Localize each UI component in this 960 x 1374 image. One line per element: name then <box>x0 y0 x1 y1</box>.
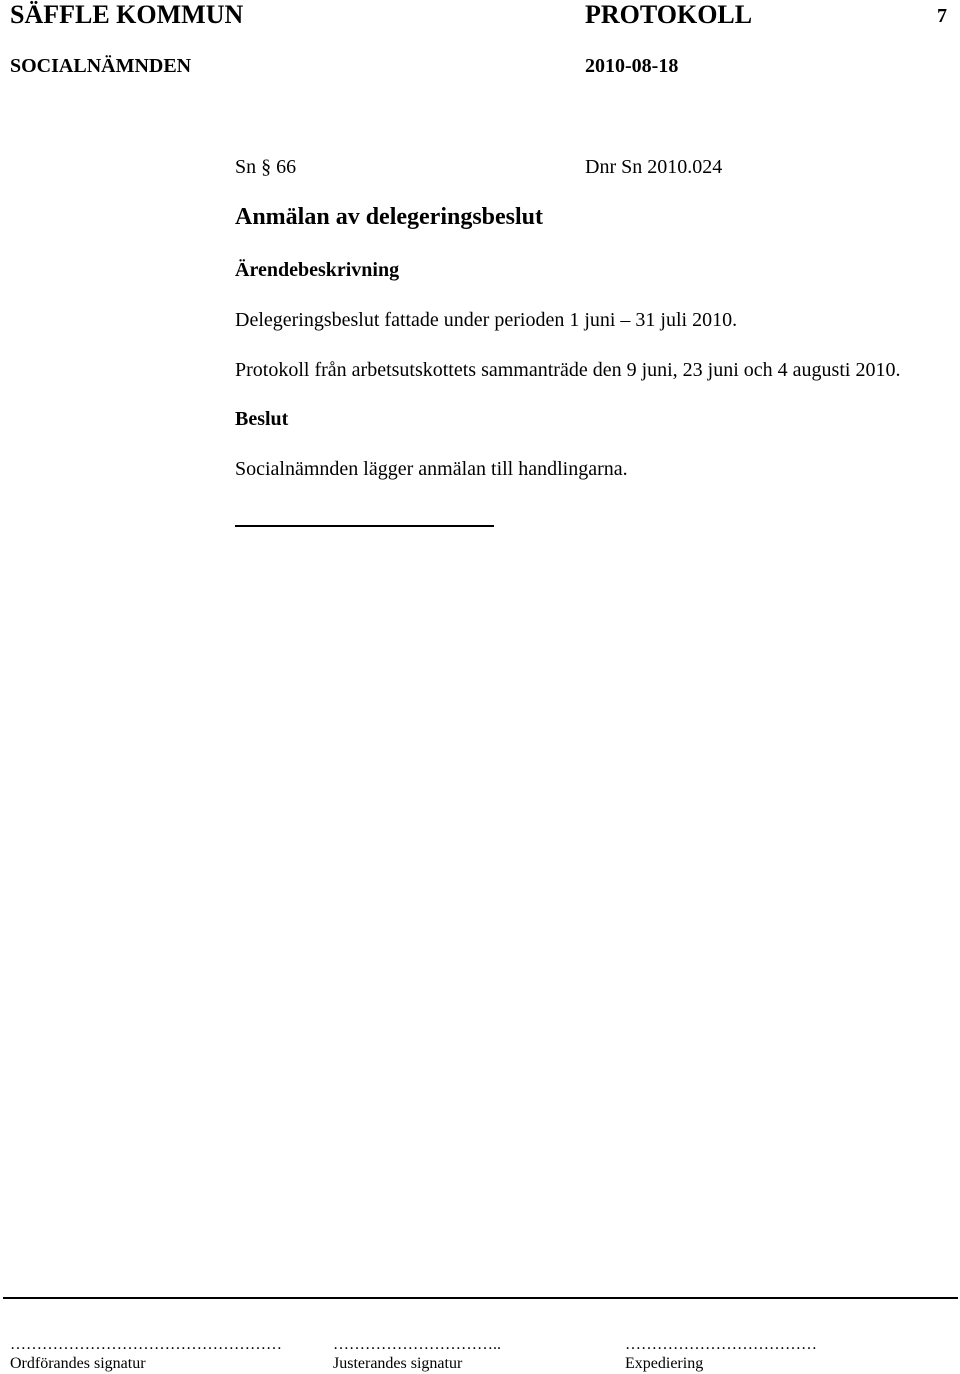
section-number: 66 <box>276 156 297 178</box>
footer-divider <box>3 1297 958 1299</box>
chair-signature-label: Ordförandes signatur <box>10 1355 146 1372</box>
municipality-name: SÄFFLE KOMMUN <box>10 0 244 29</box>
decision-text: Socialnämnden lägger anmälan till handlingarna. <box>235 458 628 480</box>
description-heading: Ärendebeskrivning <box>235 259 400 281</box>
page-number: 7 <box>937 5 947 27</box>
dispatch-line: ……………………………… <box>625 1336 817 1353</box>
document-type: PROTOKOLL <box>585 0 753 29</box>
chair-signature-line: …………………………………………… <box>10 1336 282 1353</box>
decision-heading: Beslut <box>235 408 289 430</box>
committee-name: SOCIALNÄMNDEN <box>10 55 192 77</box>
meeting-date: 2010-08-18 <box>585 55 679 77</box>
item-title: Anmälan av delegeringsbeslut <box>235 204 544 230</box>
adjuster-signature-label: Justerandes signatur <box>333 1355 463 1372</box>
section-prefix: Sn <box>235 156 257 178</box>
diary-number: Dnr Sn 2010.024 <box>585 156 723 178</box>
dispatch-label: Expediering <box>625 1355 704 1372</box>
section-symbol: § <box>261 156 272 178</box>
section-reference <box>235 156 296 179</box>
description-paragraph-1: Delegeringsbeslut fattade under perioden 1 juni – 31 juli 2010. <box>235 309 738 331</box>
section-end-rule <box>235 525 494 527</box>
adjuster-signature-line: ………………………….. <box>333 1336 501 1353</box>
description-paragraph-2: Protokoll från arbetsutskottets sammanträde den 9 juni, 23 juni och 4 augusti 2010. <box>235 359 901 381</box>
